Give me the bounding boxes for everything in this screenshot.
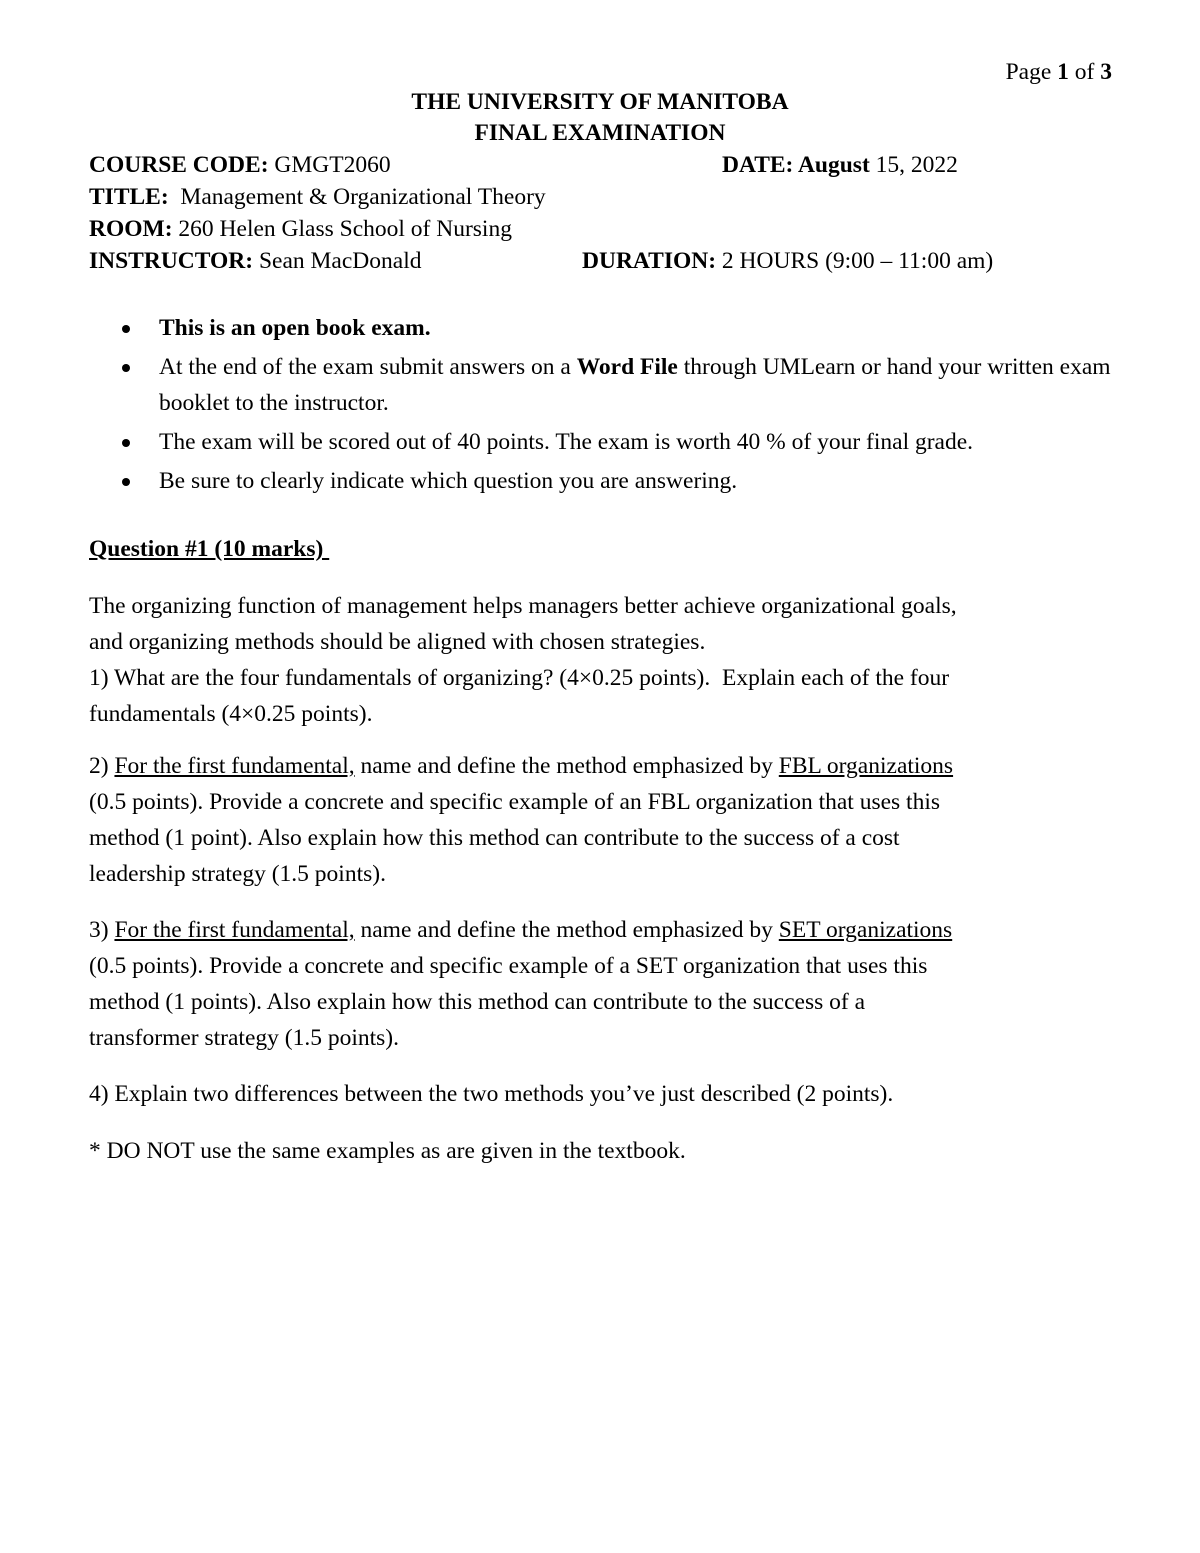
instructor: INSTRUCTOR: Sean MacDonald — [89, 248, 422, 274]
question-heading: Question #1 (10 marks) — [89, 536, 330, 562]
bullet-icon — [122, 439, 130, 447]
list-item: Be sure to clearly indicate which question you are answering. — [116, 463, 1126, 499]
question-part-2: 2) For the first fundamental, name and define the method emphasized by FBL organizations (0.5 points). Provide a concrete and specific example of an FBL organization that uses this method (1 point). Also explain how this method can contribute to the success of a cost leadership strategy (1.5 points). — [89, 753, 954, 887]
exam-note: * DO NOT use the same examples as are given in the textbook. — [89, 1138, 686, 1164]
bullet-icon — [122, 364, 130, 372]
question-part-3: 3) For the first fundamental, name and define the method emphasized by SET organizations (0.5 points). Provide a concrete and specific example of a SET organization that uses this method (1 points). Also explain how this method can contribute to the success of a transformer strategy (1.5 points). — [89, 917, 953, 1051]
question-intro: The organizing function of management helps managers better achieve organizational goals, and organizing methods should be aligned with chosen strategies. 1) What are the four fundamentals of organizing? (4×0.25 points). Explain each of the four fundamentals (4×0.25 points). — [89, 593, 957, 727]
list-item: At the end of the exam submit answers on a Word File through UMLearn or hand your written exam booklet to the instructor. — [116, 349, 1126, 421]
university-title: THE UNIVERSITY OF MANITOBA — [411, 89, 789, 115]
page-number: Page 1 of 3 — [1005, 59, 1112, 85]
course-title: TITLE: Management & Organizational Theory — [89, 184, 546, 210]
instructions-list — [116, 310, 1126, 502]
list-item: The exam will be scored out of 40 points. The exam is worth 40 % of your final grade. — [116, 424, 1126, 460]
bullet-icon — [122, 478, 130, 486]
question-part-4: 4) Explain two differences between the two methods you’ve just described (2 points). — [89, 1081, 894, 1107]
list-item: This is an open book exam. — [116, 310, 1126, 346]
course-code: COURSE CODE: GMGT2060 — [89, 152, 391, 178]
exam-duration: DURATION: 2 HOURS (9:00 – 11:00 am) — [582, 248, 994, 274]
exam-date: DATE: August 15, 2022 — [722, 152, 958, 178]
exam-room: ROOM: 260 Helen Glass School of Nursing — [89, 216, 512, 242]
exam-title: FINAL EXAMINATION — [474, 120, 726, 146]
bullet-icon — [122, 325, 130, 333]
